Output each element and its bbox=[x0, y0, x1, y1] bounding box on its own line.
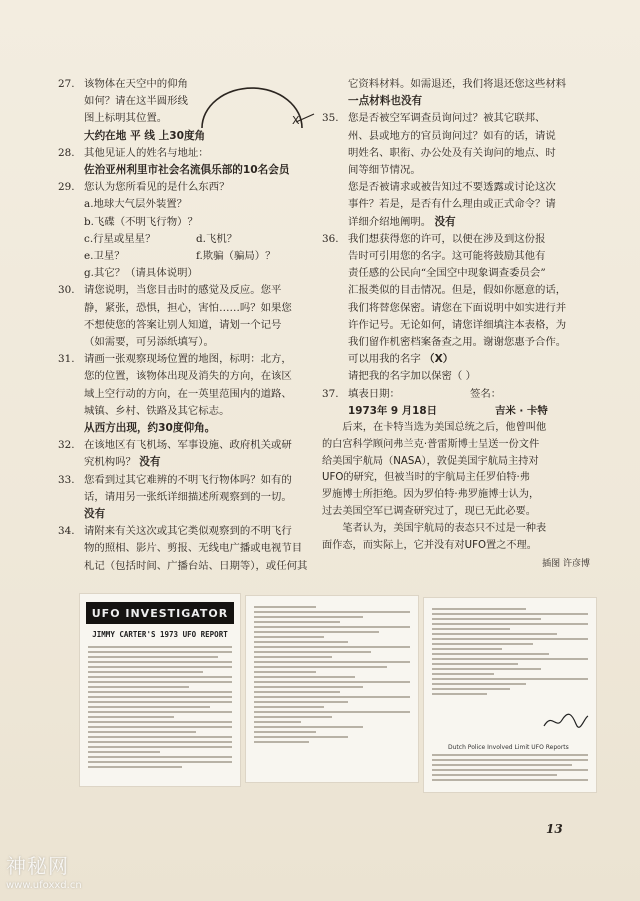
question-text: 札记（包括时间、广播台站、日期等），或任何其 bbox=[84, 559, 308, 572]
right-column bbox=[322, 76, 590, 574]
question-number: 35. bbox=[322, 112, 339, 125]
question-text: 我们想获得您的许可，以便在涉及到这份报 bbox=[348, 232, 546, 245]
question-number: 29. bbox=[58, 181, 75, 194]
date-label: 填表日期： bbox=[348, 387, 400, 400]
option-d: d.飞机？ bbox=[196, 232, 238, 245]
question-text: 您是否被请求或被告知过不要透露或讨论这次 bbox=[348, 181, 556, 194]
question-text: 究机构吗？ bbox=[84, 456, 136, 469]
document-photo-2 bbox=[246, 596, 418, 782]
question-text: 域上空行动的方向，在一英里范围内的道路、 bbox=[84, 387, 292, 400]
handwritten-signature bbox=[542, 708, 590, 734]
document-text-lines bbox=[88, 646, 232, 771]
question-text: 话，请用另一张纸详细描述所观察到的一切。 bbox=[84, 490, 292, 503]
answer-text: 没有 bbox=[84, 508, 106, 521]
question-text: 可以用我的名字 bbox=[348, 353, 421, 366]
question-31 bbox=[58, 351, 310, 437]
semicircle-arc bbox=[202, 88, 302, 128]
question-number: 31. bbox=[58, 353, 75, 366]
question-32 bbox=[58, 437, 310, 471]
question-text: 在该地区有飞机场、军事设施、政府机关或研 bbox=[84, 439, 292, 452]
document-photos bbox=[80, 594, 600, 799]
paragraph-line: 过去美国空军已调查研究过了，现已无此必要。 bbox=[322, 506, 536, 518]
question-37 bbox=[322, 386, 590, 403]
ufo-investigator-banner: UFO INVESTIGATOR bbox=[86, 602, 234, 624]
answer-text: 一点材料也没有 bbox=[348, 95, 423, 108]
question-36 bbox=[322, 231, 590, 386]
question-text: 您看到过其它难辨的不明飞行物体吗？如有的 bbox=[84, 473, 292, 486]
option-c: c.行星或星星？ bbox=[84, 232, 156, 245]
question-text: 静，紧张，恐惧，担心，害怕……吗？如果您 bbox=[84, 301, 292, 314]
question-text: 城镇、乡村、铁路及其它标志。 bbox=[84, 404, 230, 417]
paragraph-2 bbox=[322, 521, 590, 555]
question-text: 我们留作机密档案备查之用。谢谢您惠予合作。 bbox=[348, 336, 567, 349]
question-33 bbox=[58, 472, 310, 524]
question-number: 28. bbox=[58, 146, 75, 159]
question-text: 告时可引用您的名字。这可能将鼓励其他有 bbox=[348, 250, 546, 263]
article-text-lines bbox=[432, 754, 588, 784]
document-caption: Dutch Police Involved Limit UFO Reports bbox=[448, 744, 569, 751]
signature-label: 签名： bbox=[469, 387, 502, 400]
option-f: f.欺骗（骗局）？ bbox=[196, 250, 276, 263]
signer-name: 吉米 · 卡特 bbox=[495, 404, 548, 417]
question-text: 责任感的公民向“全国空中现象调查委员会” bbox=[348, 267, 546, 280]
option-g: g.其它？（请具体说明） bbox=[84, 267, 198, 280]
question-number: 32. bbox=[58, 439, 75, 452]
question-text: 物的照相、影片、剪报、无线电广播或电视节目 bbox=[84, 542, 303, 555]
document-photo-1 bbox=[80, 594, 240, 786]
form-text-lines bbox=[254, 606, 410, 746]
left-column bbox=[58, 76, 310, 575]
form-text-lines bbox=[432, 608, 588, 698]
question-text: 请画一张观察现场位置的地图，标明：北方， bbox=[84, 353, 292, 366]
paragraph-line: 面作态，而实际上，它并没有对UFO置之不理。 bbox=[322, 539, 537, 551]
document-photo-3 bbox=[424, 598, 596, 792]
question-30 bbox=[58, 282, 310, 351]
question-text: 州、县或地方的官员询问过？如有的话，请说 bbox=[348, 129, 556, 142]
question-text: 您的位置，该物体出现及消失的方向，在该区 bbox=[84, 370, 292, 383]
elevation-arc-diagram bbox=[196, 84, 318, 134]
question-text: 汇报类似的目击情况。但是，假如你愿意的话， bbox=[348, 284, 567, 297]
question-text: 该物体在天空中的仰角 bbox=[84, 78, 188, 90]
question-number: 33. bbox=[58, 473, 75, 486]
answer-text: 从西方出现，约30度仰角。 bbox=[84, 422, 216, 435]
question-text: 您是否被空军调查员询问过？被其它联邦、 bbox=[348, 112, 546, 125]
question-35 bbox=[322, 110, 590, 230]
question-28 bbox=[58, 145, 310, 162]
question-text: 事件？若是，是否有什么理由或正式命令？请 bbox=[348, 198, 556, 211]
paragraph-line: 罗施博士所拒绝。因为罗伯特·弗罗施博士认为， bbox=[322, 489, 540, 501]
question-text: 明姓名、职衔、办公处及有关询问的地点、时 bbox=[348, 146, 556, 159]
question-text: 图上标明其位置。 bbox=[84, 112, 168, 125]
option-b: b.飞碟（不明飞行物）？ bbox=[84, 215, 198, 228]
question-text: 不想使您的答案让别人知道，请划一个记号 bbox=[84, 318, 282, 331]
paragraph-line: 的白宫科学顾问弗兰克·普雷斯博士呈送一份文件 bbox=[322, 438, 540, 450]
page-number: 13 bbox=[546, 822, 563, 836]
paragraph-1 bbox=[322, 420, 590, 521]
question-text: 其他见证人的姓名与地址： bbox=[84, 146, 209, 159]
question-text: 请您说明，当您目击时的感觉及反应。您平 bbox=[84, 284, 282, 297]
question-text: 请把我的名字加以保密（ ） bbox=[348, 370, 476, 383]
question-number: 27. bbox=[58, 78, 75, 90]
paragraph-line: 笔者认为，美国宇航局的表态只不过是一种表 bbox=[342, 522, 547, 534]
paragraph-line: 给美国宇航局（NASA），敦促美国宇航局主持对 bbox=[322, 455, 539, 467]
checkbox-mark: （X） bbox=[424, 353, 454, 366]
question-number: 37. bbox=[322, 387, 339, 400]
paragraph-line: UFO的研究，但被当时的宇航局主任罗伯特·弗 bbox=[322, 472, 530, 484]
question-text: 间等细节情况。 bbox=[348, 164, 421, 177]
answer-text: 大约在地 平 线 上30度角 bbox=[84, 129, 206, 142]
answer-text: 佐治亚州利里市社会名流俱乐部的10名会员 bbox=[84, 164, 290, 177]
answer-text: 没有 bbox=[434, 215, 456, 228]
question-text: 请附来有关这次或其它类似观察到的不明飞行 bbox=[84, 525, 292, 538]
question-text: （如需要，可另添纸填写）。 bbox=[84, 336, 214, 349]
question-text: 如何？请在这半圆形线 bbox=[84, 95, 188, 108]
question-34 bbox=[58, 523, 310, 575]
question-text: 它资料材料。如需退还，我们将退还您这些材料 bbox=[348, 78, 567, 90]
watermark-logo: 神秘网 bbox=[6, 854, 69, 878]
option-e: e.卫星？ bbox=[84, 250, 125, 263]
question-text: 我们将替您保密。请您在下面说明中如实进行并 bbox=[348, 301, 567, 314]
illustration-credit: 插图 许彦博 bbox=[542, 559, 590, 570]
watermark-url: www.ufoxxd.cn bbox=[6, 880, 82, 891]
question-text: 详细介绍地阐明。 bbox=[348, 215, 432, 228]
question-number: 30. bbox=[58, 284, 75, 297]
question-number: 34. bbox=[58, 525, 75, 538]
question-number: 36. bbox=[322, 232, 339, 245]
document-title: JIMMY CARTER'S 1973 UFO REPORT bbox=[92, 630, 228, 639]
elevation-marker-x: X bbox=[292, 114, 300, 127]
signature-line bbox=[322, 403, 590, 420]
question-text: 您认为您所看见的是什么东西？ bbox=[84, 181, 230, 194]
answer-text: 没有 bbox=[139, 456, 161, 469]
fill-date: 1973年 9 月18日 bbox=[348, 404, 438, 417]
question-29 bbox=[58, 179, 310, 282]
option-a: a.地球大气层外装置？ bbox=[84, 198, 188, 211]
paragraph-line: 后来，在卡特当选为美国总统之后，他曾叫他 bbox=[342, 422, 547, 434]
question-text: 许作记号。无论如何，请您详细填注本表格，为 bbox=[348, 318, 567, 331]
